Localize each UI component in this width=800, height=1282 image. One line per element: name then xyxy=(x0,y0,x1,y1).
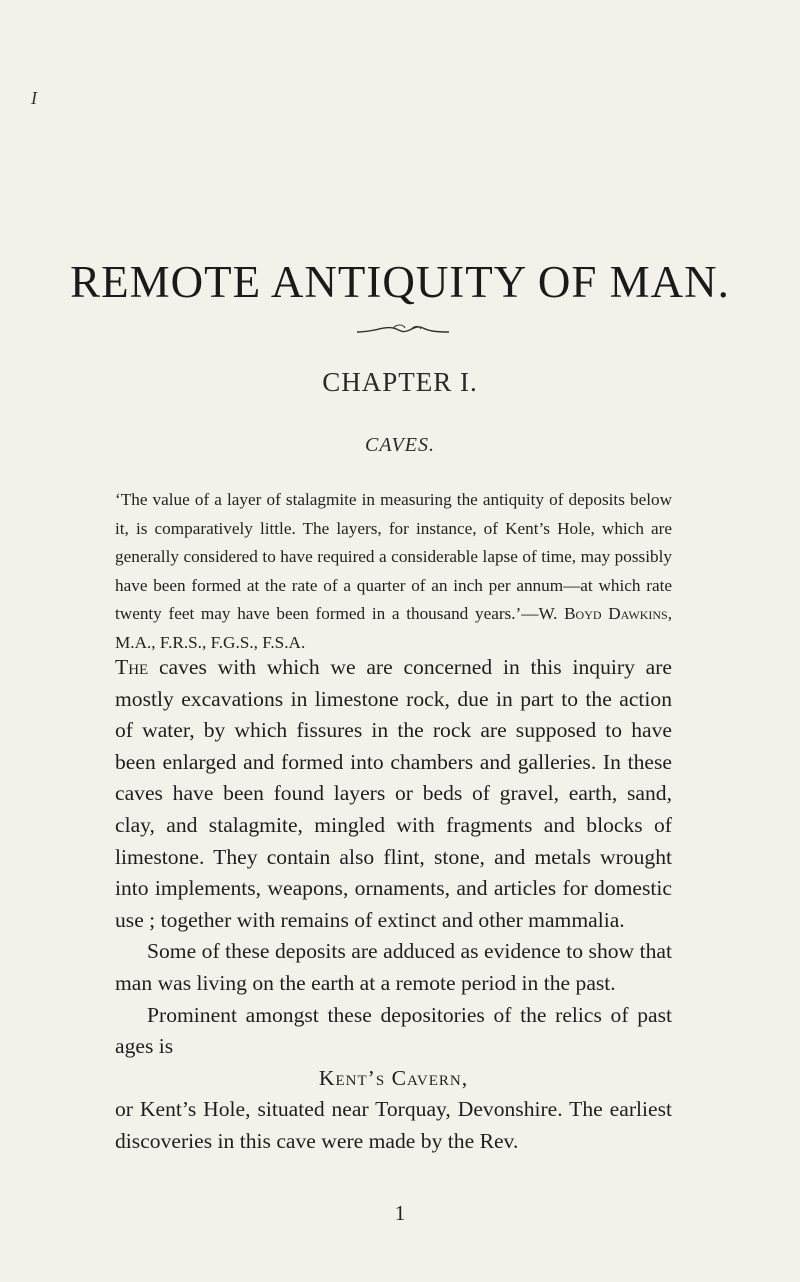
body-text xyxy=(115,652,672,1158)
page-number: 1 xyxy=(394,1201,406,1225)
paragraph-2: Some of these deposits are adduced as evidence to show that man was living on the earth at a remote period in the past. xyxy=(115,939,672,995)
chapter-subtitle: CAVES. xyxy=(365,434,435,456)
lead-word: The xyxy=(115,655,149,679)
section-heading: Kent’s Cavern, xyxy=(318,1065,469,1090)
paragraph-1 xyxy=(115,652,672,936)
epigraph-author: W. Boyd Dawkins, M.A., F.R.S., F.G.S., F.S.A. xyxy=(115,604,672,652)
paragraph-1-text: caves with which we are concerned in this inquiry are mostly excavations in limestone rock, due in part to the action of water, by which fissures in the rock are supposed to have been enlarged and formed into chambers and galleries. In these caves have been found layers or beds of gravel, earth, sand, clay, and stalagmite, mingled with fragments and blocks of limestone. They contain also flint, stone, and metals wrought into implements, weapons, ornaments, and articles for domestic use ; together with remains of extinct and other mammalia. xyxy=(115,655,672,932)
paragraph-3: Prominent amongst these depositories of the relics of past ages is xyxy=(115,1002,672,1059)
book-title: REMOTE ANTIQUITY OF MAN. xyxy=(70,257,730,307)
margin-mark: I xyxy=(31,88,37,108)
paragraph-4: or Kent’s Hole, situated near Torquay, Devonshire. The earliest discoveries in this cave were made by the Rev. xyxy=(115,1097,672,1153)
chapter-heading: CHAPTER I. xyxy=(322,367,478,397)
ornament-rule xyxy=(355,322,451,338)
epigraph xyxy=(115,486,672,657)
epigraph-text: ‘The value of a layer of stalagmite in measuring the antiquity of deposits below it, is comparatively little. The layers, for instance, of Kent’s Hole, which are generally considered to have required a considerable lapse of time, may possibly have been formed at the rate of a quarter of an inch per annum—at which rate twenty feet may have been formed in a thousand years.’— xyxy=(115,490,672,623)
